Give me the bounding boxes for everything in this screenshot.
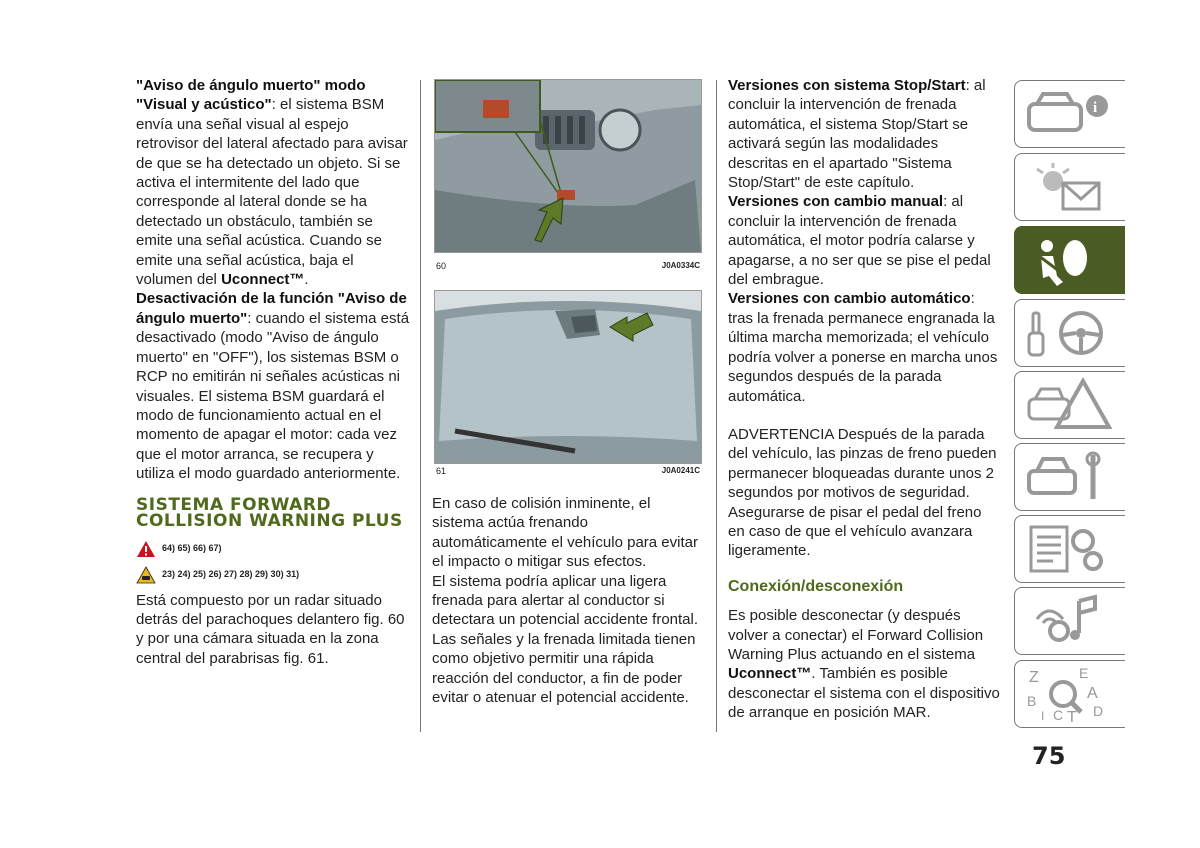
paragraph-stop-start: Versiones con sistema Stop/Start: al concluir la intervención de frenada automática, el sistema Stop/Start se activará según las modalidades descritas en el apartado "Sistema Stop/Start" de este capítulo.: [728, 77, 986, 192]
paragraph-light-brake: El sistema podría aplicar una ligera frenada para alertar al conductor si detectara un potencial accidente frontal. Las señales y la frenada limitada tienen como objetivo permitir una rápida reacción del conductor, a fin de poder evitar o atenuar el potencial accidente.: [432, 572, 699, 707]
emergency-icon: [1023, 377, 1113, 433]
tab-multimedia[interactable]: [1014, 587, 1125, 655]
figure-camera: [434, 290, 702, 464]
subsection-title: Conexión/desconexión: [728, 577, 904, 595]
column-left: [136, 76, 410, 668]
section-title: SISTEMA FORWARD COLLISION WARNING PLUS: [136, 494, 403, 531]
warning-ref-red: 64) 65) 66) 67): [136, 539, 410, 559]
tab-index[interactable]: [1014, 660, 1125, 728]
dashboard-lights-icon: [1023, 159, 1113, 215]
index-letter: T: [1067, 709, 1077, 722]
warning-ref-yellow: 23) 24) 25) 26) 27) 28) 29) 30) 31): [136, 565, 410, 585]
index-letter: E: [1079, 666, 1089, 681]
paragraph-blind-spot-mode: "Aviso de ángulo muerto" modo "Visual y acústico": el sistema BSM envía una señal visual al espejo retrovisor del lateral afectado para avisar de que se ha detectado un objeto. Si se activa el intermitente del lado que corresponde al lateral donde se ha detectado un obstáculo, también se emite una señal acústica. Cuando se emite una señal acústica, baja el volumen del Uconnect™.: [136, 77, 408, 289]
tab-maintenance[interactable]: [1014, 443, 1125, 511]
index-letter: A: [1087, 685, 1098, 702]
paragraph-auto-brake: En caso de colisión inminente, el sistema actúa frenando automáticamente el vehículo para evitar el impacto o mitigar sus efectos.: [432, 495, 698, 571]
maintenance-icon: [1023, 449, 1113, 505]
column-divider: [420, 80, 421, 732]
column-divider: [716, 80, 717, 732]
index-letter: B: [1027, 693, 1037, 709]
multimedia-icon: [1023, 593, 1113, 649]
paragraph-manual: Versiones con cambio manual: al concluir la intervención de frenada automática, el motor podría calarse y apagarse, a no ser que se pise el pedal del embrague.: [728, 193, 991, 289]
paragraph-composition: Está compuesto por un radar situado detrás del parachoques delantero fig. 60 y por una cámara situada en la zona central del parabrisas fig. 61.: [136, 591, 405, 667]
car-info-icon: [1023, 86, 1113, 142]
index-icon: [1023, 666, 1113, 722]
tab-car-info[interactable]: [1014, 80, 1125, 148]
index-letter: C: [1053, 707, 1064, 722]
column-middle: [432, 494, 704, 707]
page-number: 75: [1032, 742, 1066, 770]
index-letter: I: [1041, 709, 1045, 722]
tab-safety[interactable]: [1014, 226, 1125, 294]
windshield-illustration: [435, 291, 701, 463]
paragraph-blind-spot-off: Desactivación de la función "Aviso de ángulo muerto": cuando el sistema está desactivado (modo "Aviso de ángulo muerto" en "OFF"), los sistemas BSM o RCP no emitirán ni señales acústicas ni visuales. El sistema BSM guardará el modo de funcionamiento actual en el momento de apagar el motor: cada vez que el motor arranca, se recupera y utiliza el modo guardado anteriormente.: [136, 290, 410, 483]
figure-caption: 60 J0A0334C: [436, 261, 700, 271]
tab-starting-driving[interactable]: [1014, 299, 1125, 367]
paragraph-disconnect: Es posible desconectar (y después volver a conectar) el Forward Collision Warning Plus actuando en el sistema Uconnect™. También es posible desconectar el sistema con el dispositivo de arranque en posición MAR.: [728, 607, 1000, 722]
safety-airbag-icon: [1023, 232, 1113, 288]
paragraph-warning: ADVERTENCIA Después de la parada del vehículo, las pinzas de freno pueden permanecer bloqueadas durante unos 2 segundos por motivos de seguridad. Asegurarse de pisar el pedal del freno en caso de que el vehículo avanzara ligeramente.: [728, 425, 997, 560]
car-front-illustration: [435, 80, 701, 252]
technical-data-icon: [1023, 521, 1113, 577]
tab-technical-data[interactable]: [1014, 515, 1125, 583]
index-letter: D: [1093, 703, 1104, 719]
tab-dashboard[interactable]: [1014, 153, 1125, 221]
svg-text:i: i: [1093, 100, 1098, 116]
figure-caption: 61 J0A0241C: [436, 466, 700, 476]
index-letter: Z: [1029, 669, 1039, 686]
car-warning-triangle-icon: [136, 566, 156, 584]
figure-radar: [434, 79, 702, 253]
danger-triangle-icon: [136, 540, 156, 558]
paragraph-automatic: Versiones con cambio automático: tras la frenada permanece engranada la última marcha memorizada; el vehículo podría volver a ponerse en marcha unos segundos después de la parada automática.: [728, 290, 998, 405]
column-right: [728, 76, 1002, 723]
starting-driving-icon: [1023, 305, 1113, 361]
tab-emergency[interactable]: [1014, 371, 1125, 439]
